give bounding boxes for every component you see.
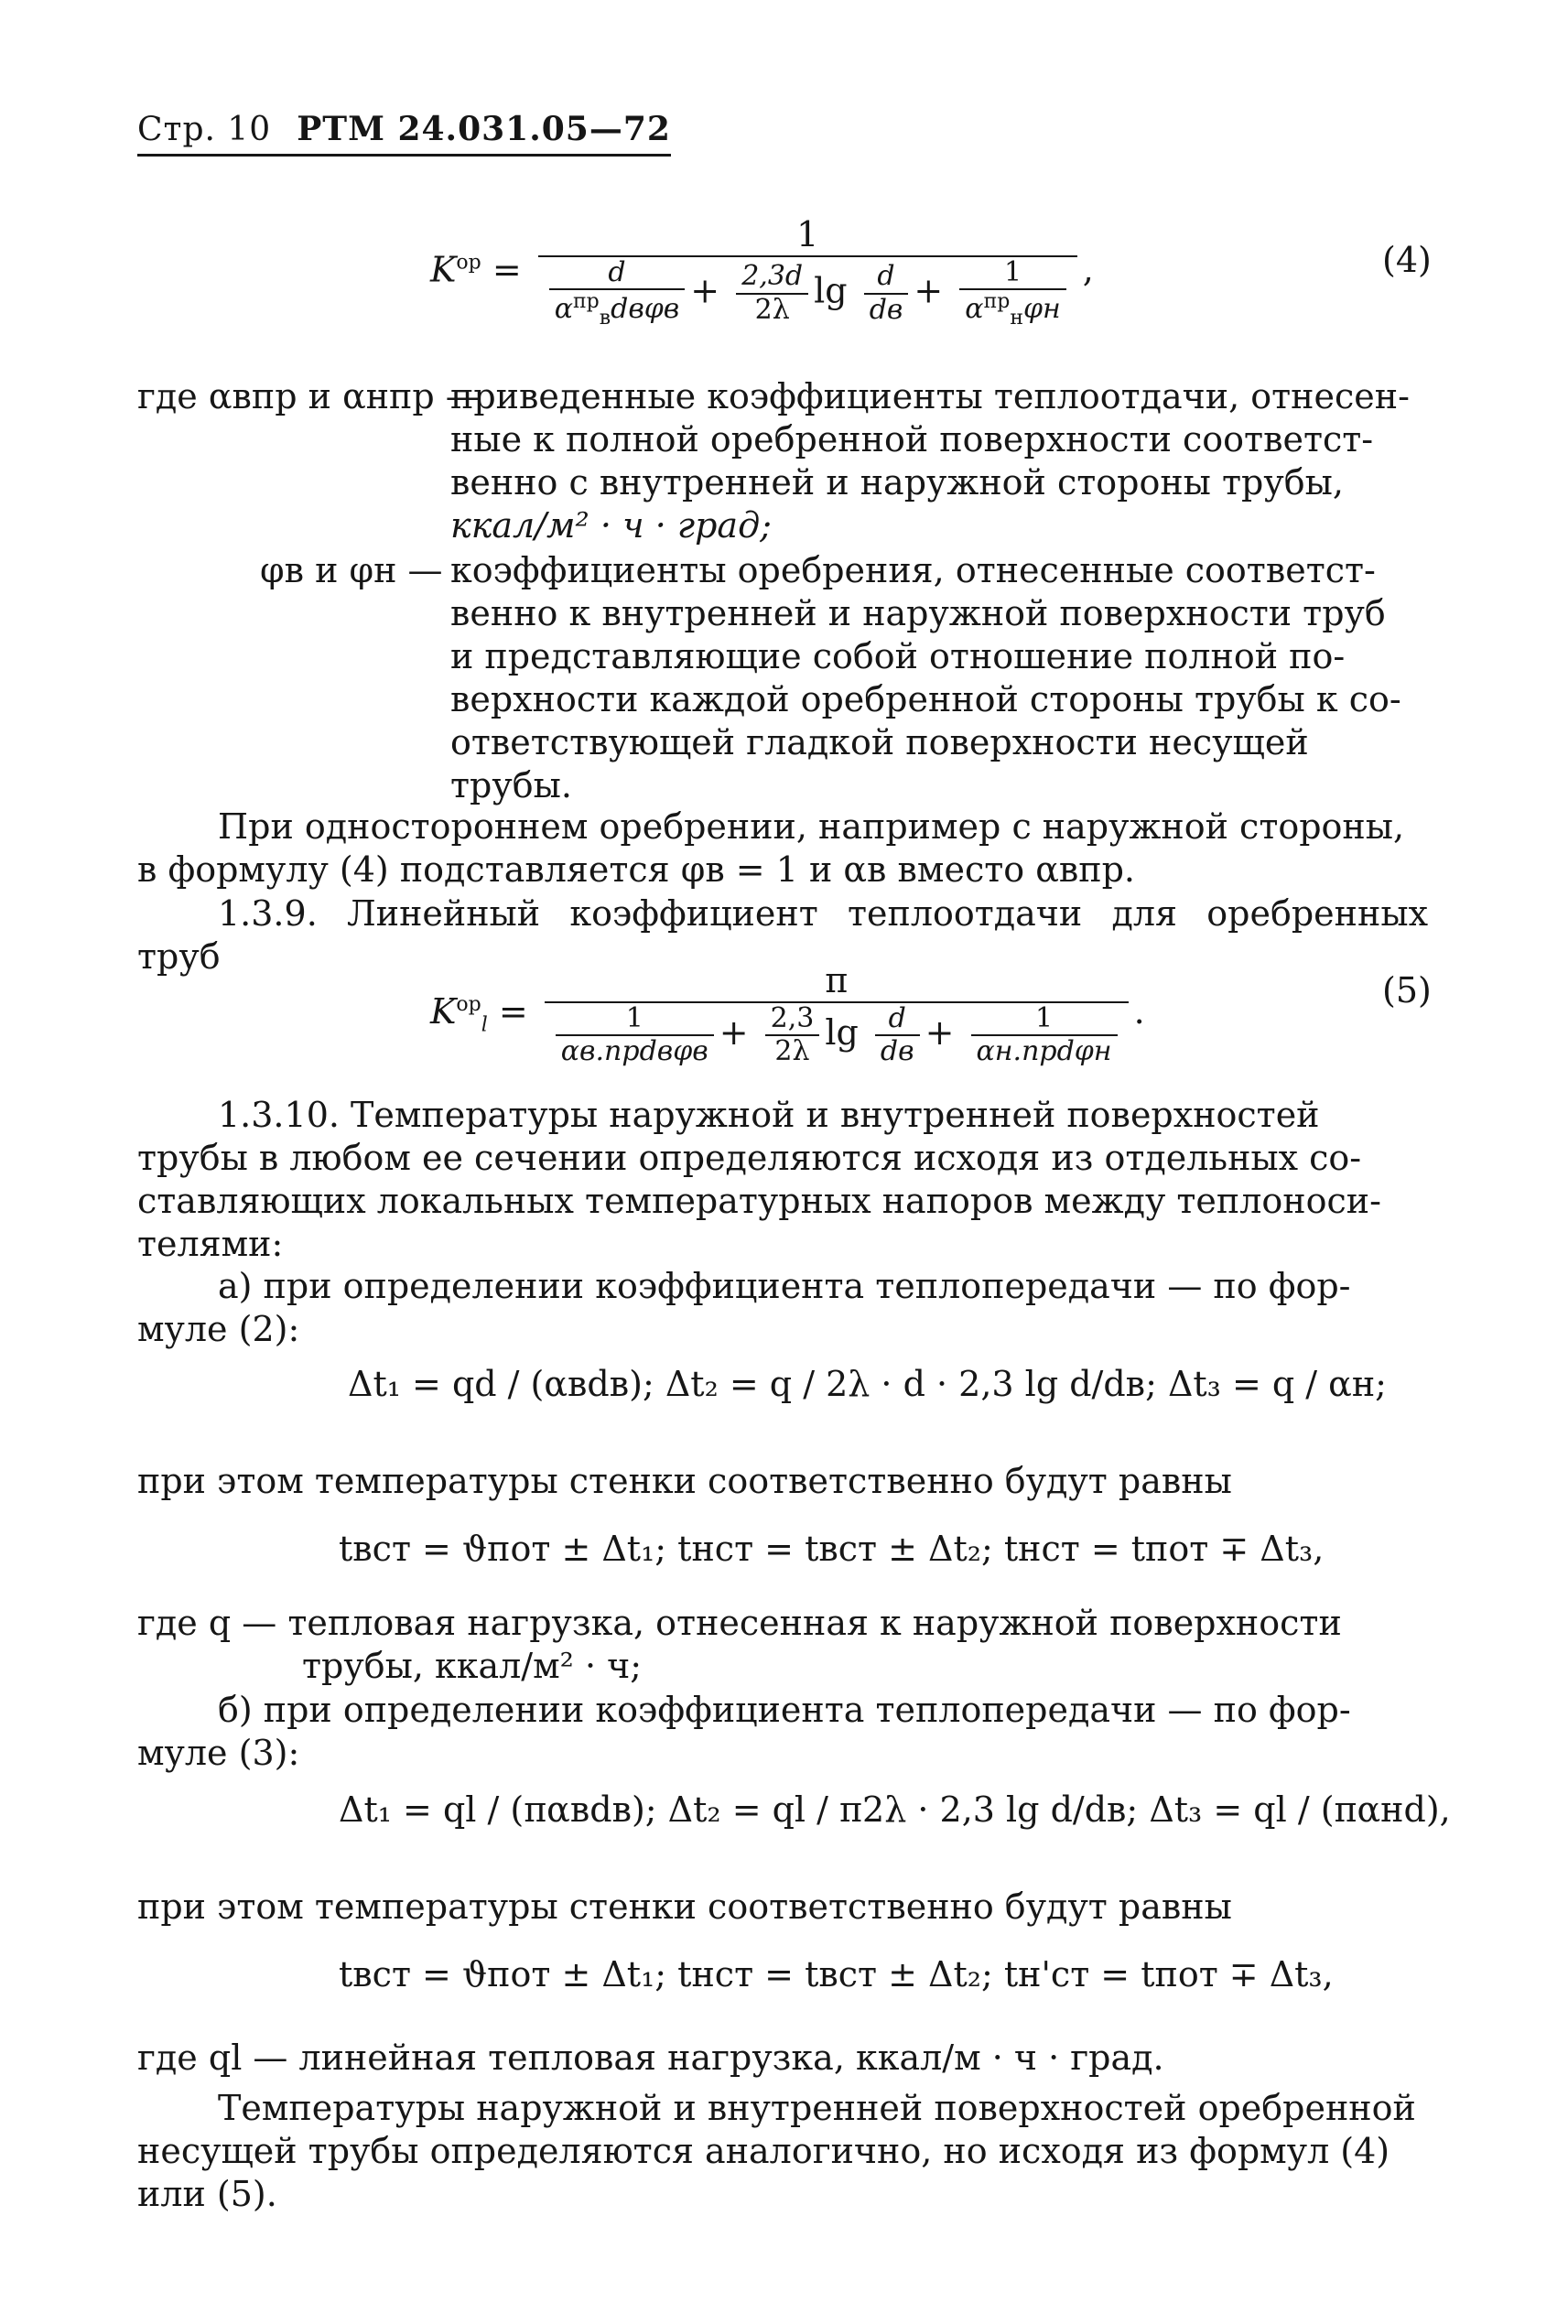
- formula-4-numerator: 1: [538, 215, 1077, 257]
- def1-units: ккал/м² · ч · град;: [450, 505, 772, 546]
- formula-5-numerator: π: [545, 961, 1129, 1003]
- formula-a: Δt₁ = qd / (αвdв); Δt₂ = q / 2λ · d · 2,3 lg d/dв; Δt₃ = q / αн;: [348, 1364, 1387, 1404]
- para9-line: где ql — линейная тепловая нагрузка, ккал/м · ч · град.: [137, 2038, 1164, 2078]
- para-wall-temps-a: [137, 1460, 1428, 1503]
- formula-5-t3-num: 1: [971, 1003, 1118, 1037]
- formula-5-t2-num: 2,3: [765, 1003, 820, 1037]
- def2-line: коэффициенты оребрения, отнесенные соответст-: [450, 550, 1376, 590]
- formula-4-denominator: $\frac{d}{\alpha^{пр}_вdв\varphi в}$ + $\frac{2,3d}{2\lambda}$ lg $\frac{d}{dв}$ + $\frac{1}{\alpha^{пр}_н\varphi н}$: [538, 257, 1077, 330]
- formula-5-t2-den: 2λ: [774, 1035, 810, 1068]
- page-number: Стр. 10: [137, 111, 272, 148]
- para7-line: муле (3):: [137, 1733, 300, 1773]
- def2-line: и представляющие собой отношение полной по-: [450, 636, 1346, 676]
- formula-4-t3-num: 1: [959, 257, 1065, 291]
- def1-text: [450, 375, 1428, 547]
- def1-line: приведенные коэффициенты теплоотдачи, отнесен-: [450, 376, 1410, 416]
- document-code: РТМ 24.031.05—72: [297, 110, 671, 148]
- formula-b-temps: tвст = ϑпот ± Δt₁; tнст = tвст ± Δt₂; tн'ст = tпот ∓ Δt₃,: [339, 1954, 1334, 1994]
- para1-line: При одностороннем оребрении, например с наружной стороны,: [218, 806, 1405, 847]
- formula-5-t2b-den: dв: [880, 1035, 914, 1068]
- formula-4-fraction: [538, 215, 1077, 330]
- formula-5-term2b: [875, 1003, 920, 1068]
- para-wall-temps-b: [137, 1886, 1428, 1929]
- para10-line: Температуры наружной и внутренней поверхностей оребренной: [218, 2088, 1416, 2128]
- para4-line: а) при определении коэффициента теплопередачи — по фор-: [218, 1266, 1351, 1306]
- formula-5-label: (5): [1382, 970, 1432, 1011]
- para2-line: 1.3.9. Линейный коэффициент теплоотдачи для оребренных труб: [137, 893, 1428, 977]
- formula-4-term2: [736, 261, 808, 326]
- formula-4-term2b: [864, 261, 909, 326]
- formula-5-term1: [556, 1003, 714, 1068]
- formula-4-t2b-den: dв: [869, 293, 903, 326]
- formula-5-t3-den: αн.прdφн: [976, 1035, 1112, 1068]
- para3-line: телями:: [137, 1224, 284, 1264]
- para3-line: трубы в любом ее сечении определяются исходя из отдельных со-: [137, 1138, 1362, 1178]
- formula-5-t1-num: 1: [556, 1003, 714, 1037]
- item-b: [137, 1689, 1428, 1775]
- formula-5-lhs-sup: ор: [456, 993, 481, 1017]
- section-1-3-10: [137, 1094, 1428, 1266]
- para-linear-load-def: [137, 2037, 1428, 2080]
- formula-4-t2-num: 2,3d: [736, 261, 808, 295]
- para6-line: трубы, ккал/м² · ч;: [302, 1646, 643, 1686]
- def2-term: φв и φн —: [260, 550, 443, 590]
- formula-5-term3: [971, 1003, 1118, 1068]
- formula-4-t1-den: $\alpha^{пр}_вdв\varphi в$: [554, 290, 680, 330]
- formula-5-fraction: [545, 961, 1129, 1068]
- formula-5-term2: [765, 1003, 820, 1068]
- formula-4-t1-num: d: [549, 257, 686, 291]
- formula-4-label: (4): [1382, 240, 1432, 280]
- para-finned-tube-temps: [137, 2087, 1428, 2216]
- para-one-sided-finning: [137, 805, 1428, 892]
- formula-4-lg: lg: [814, 270, 848, 311]
- para4-line: муле (2):: [137, 1309, 300, 1349]
- formula-5-lg: lg: [825, 1011, 859, 1053]
- page-header: [137, 110, 671, 157]
- formula-5-t1-den: αв.прdвφв: [560, 1035, 708, 1068]
- def2-text: [450, 549, 1428, 807]
- def2-line: верхности каждой оребренной стороны трубы к со-: [450, 679, 1401, 719]
- para3-line: 1.3.10. Температуры наружной и внутренней поверхностей: [218, 1095, 1320, 1135]
- def2-line: трубы.: [450, 765, 572, 805]
- item-a: [137, 1265, 1428, 1351]
- formula-4-t2-den: 2λ: [754, 293, 790, 326]
- def1-line: венно с внутренней и наружной стороны трубы,: [450, 462, 1344, 503]
- para10-line: несущей трубы определяются аналогично, но исходя из формул (4): [137, 2131, 1390, 2171]
- formula-4: $K^{ор}$ = 1 $\frac{d}{\alpha^{пр}_вdв\varphi в}$ + $\frac{2,3d}{2\lambda}$ lg $\frac{d}{dв}$ + $\frac{1}{\alpha^{пр}_н\varphi н}$ ,: [430, 214, 1094, 330]
- formula-5-denominator: $\frac{1}{\text{αв.прdвφв}}$ + $\frac{2,3}{2\lambda}$ lg $\frac{d}{dв}$ + $\frac{1}{\text{αн.прdφн}}$: [545, 1003, 1129, 1068]
- formula-5-t2b-num: d: [875, 1003, 920, 1037]
- formula-4-lhs: K: [430, 249, 457, 290]
- para8-line: при этом температуры стенки соответственно будут равны: [137, 1886, 1232, 1927]
- para-heat-load-def: [137, 1602, 1428, 1688]
- formula-a-temps: tвст = ϑпот ± Δt₁; tнст = tвст ± Δt₂; tнст = tпот ∓ Δt₃,: [339, 1529, 1325, 1569]
- formula-4-term3: [959, 257, 1065, 330]
- formula-5-lhs: K: [430, 990, 457, 1032]
- formula-4-t3-den: $\alpha^{пр}_н\varphi н$: [965, 290, 1061, 330]
- formula-4-t2b-num: d: [864, 261, 909, 295]
- def2-line: ответствующей гладкой поверхности несущей: [450, 722, 1309, 762]
- formula-4-term1: [549, 257, 686, 330]
- para1-line: в формулу (4) подставляется φв = 1 и αв вместо αвпр.: [137, 849, 1136, 890]
- formula-b: Δt₁ = ql / (παвdв); Δt₂ = ql / π2λ · 2,3 lg d/dв; Δt₃ = ql / (παнd),: [339, 1789, 1451, 1830]
- para5-line: при этом температуры стенки соответственно будут равны: [137, 1461, 1232, 1501]
- para6-line: где q — тепловая нагрузка, отнесенная к наружной поверхности: [137, 1603, 1342, 1643]
- def1-term: где αвпр и αнпр —: [137, 376, 481, 416]
- formula-4-lhs-sup: ор: [456, 251, 481, 275]
- formula-5-lhs-sub: l: [481, 1013, 488, 1037]
- para3-line: ставляющих локальных температурных напоров между теплоноси-: [137, 1181, 1381, 1221]
- def2-line: венно к внутренней и наружной поверхности труб: [450, 593, 1386, 633]
- para10-line: или (5).: [137, 2174, 277, 2214]
- formula-5: $K^{ор}_l$ = π $\frac{1}{\text{αв.прdвφв}}$ + $\frac{2,3}{2\lambda}$ lg $\frac{d}{dв}$ + $\frac{1}{\text{αн.прdφн}}$ .: [430, 960, 1145, 1068]
- para7-line: б) при определении коэффициента теплопередачи — по фор-: [218, 1690, 1351, 1730]
- def1-line: ные к полной оребренной поверхности соответст-: [450, 419, 1374, 459]
